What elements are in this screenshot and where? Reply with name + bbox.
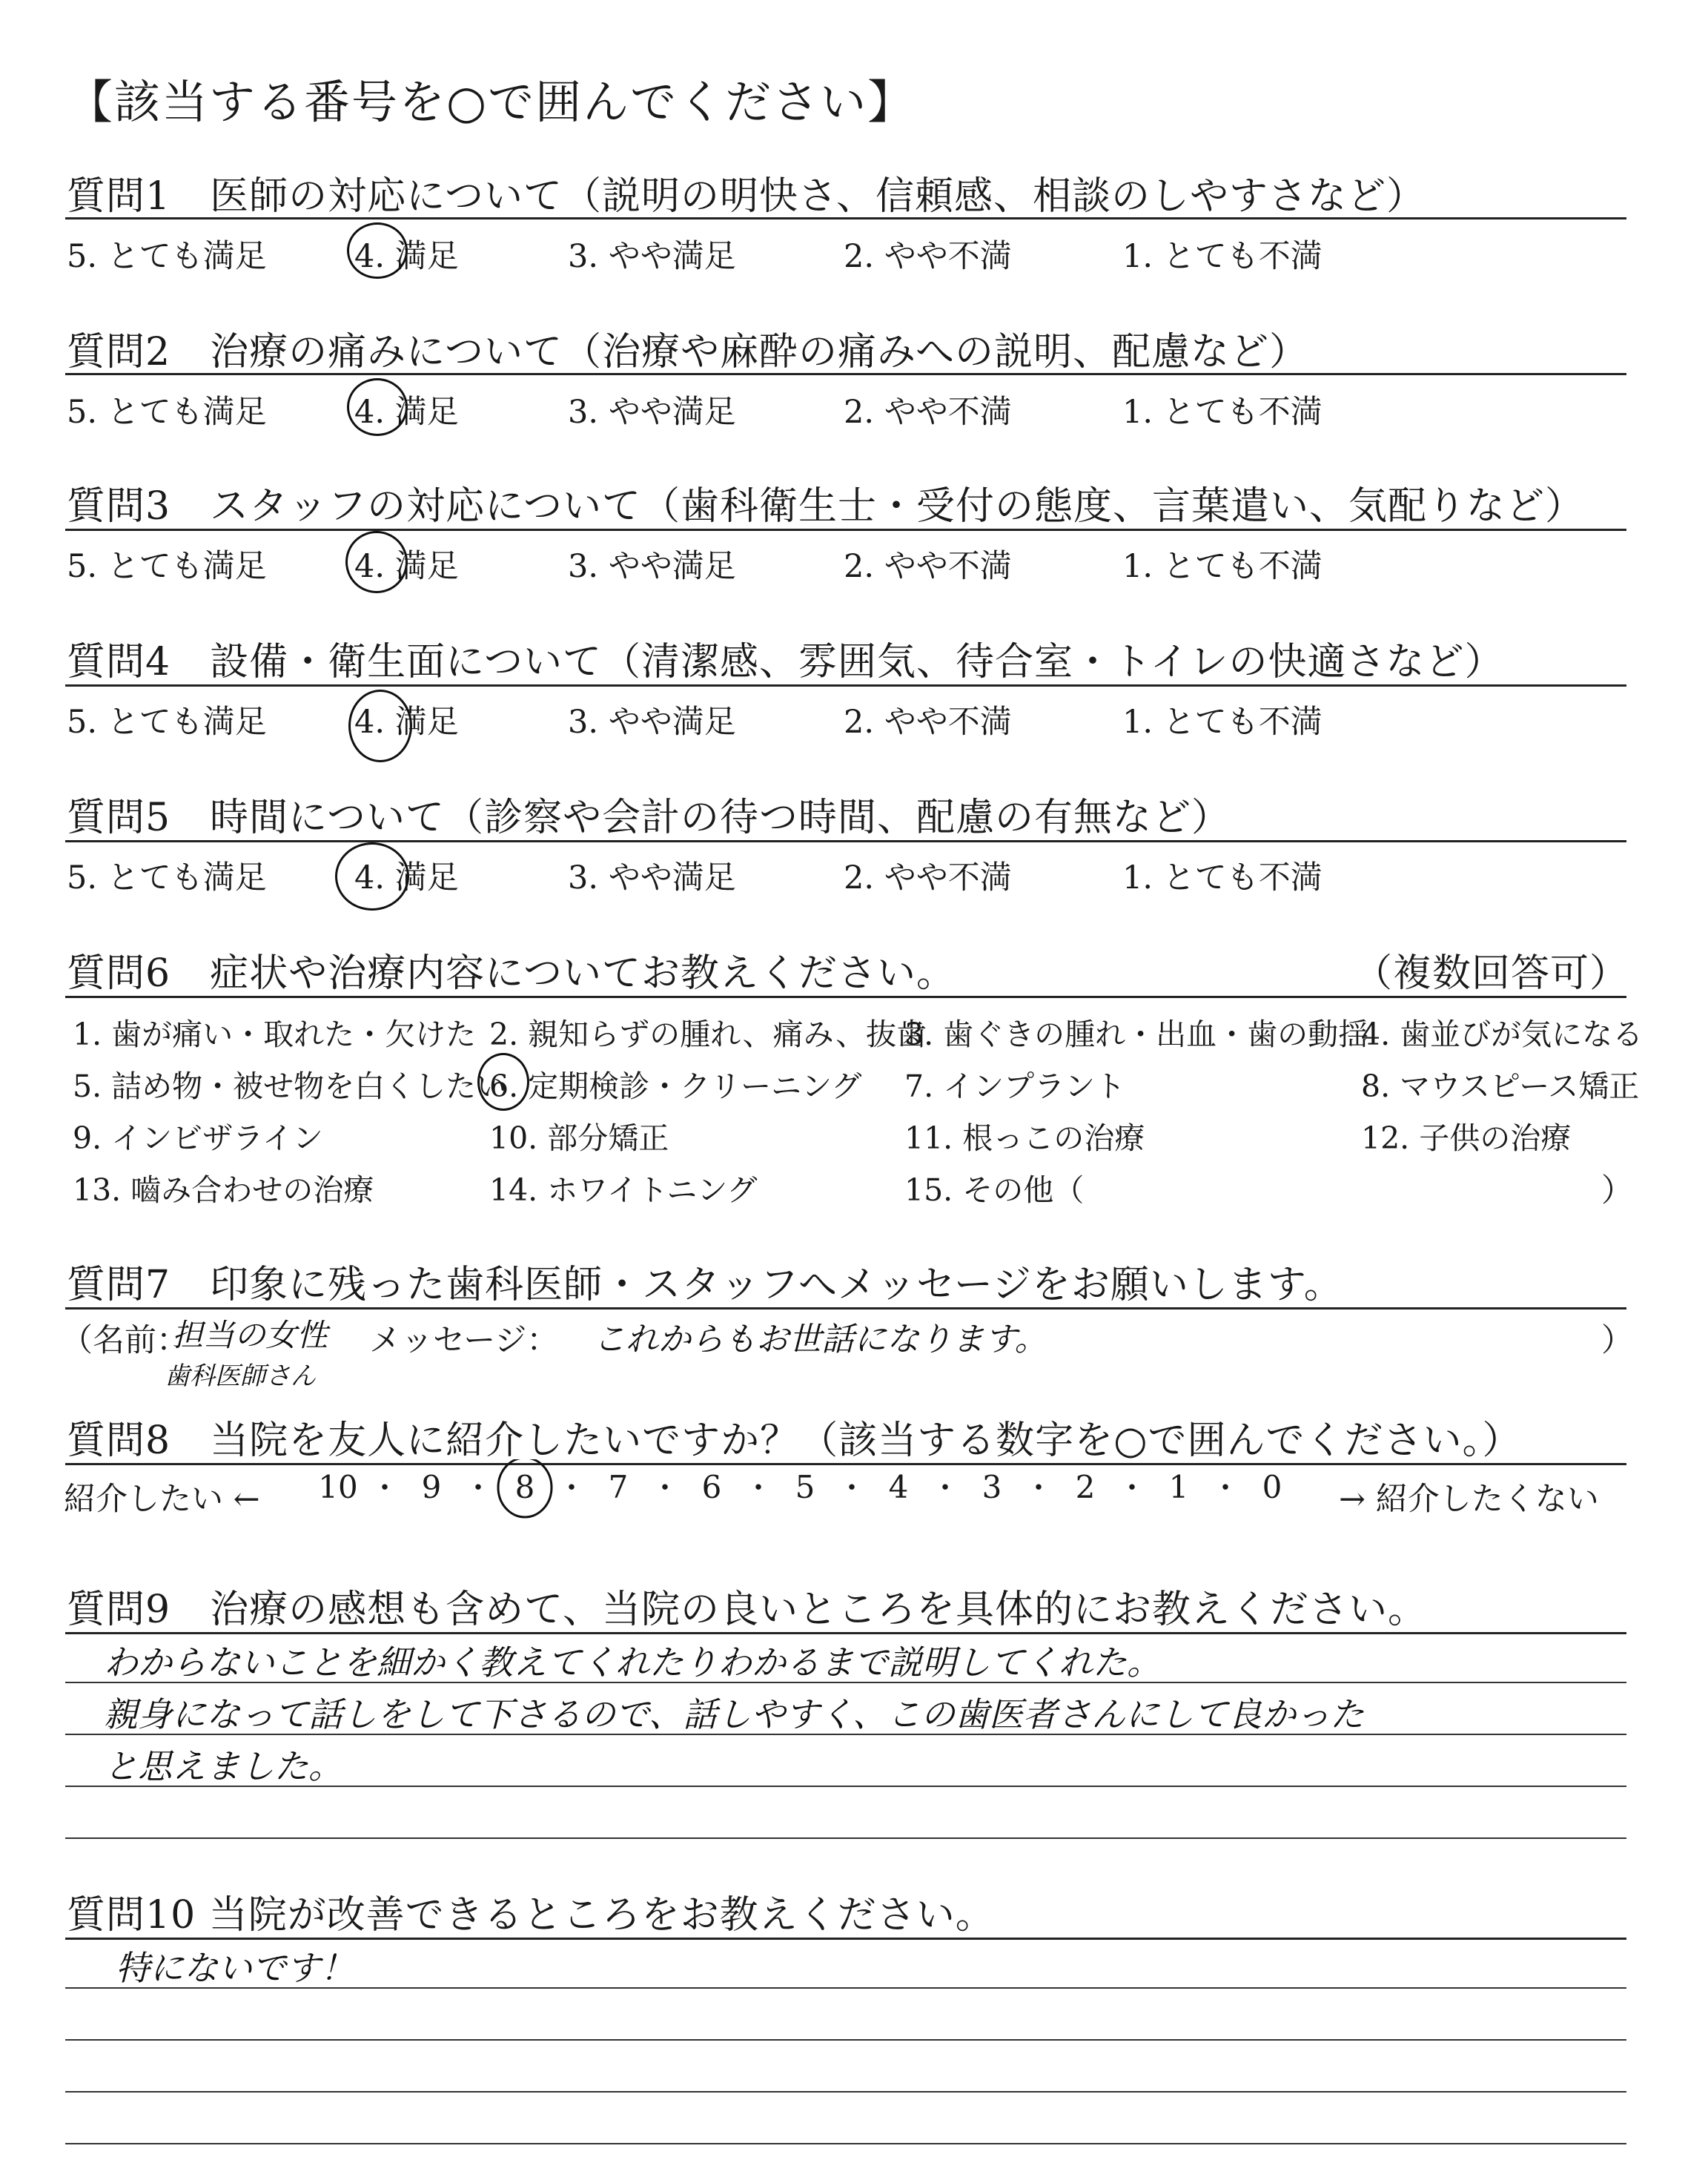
q8-scale-value-0[interactable]: 0	[1262, 1469, 1282, 1505]
q2-title: 質問2 治療の痛みについて（治療や麻酔の痛みへの説明、配慮など）	[67, 330, 1309, 374]
q6-option-11[interactable]: 11. 根っこの治療	[904, 1120, 1145, 1156]
q3-option-3[interactable]: 3. やや満足	[568, 548, 736, 585]
form-instruction-header: 【該当する番号を○で囲んでください】	[67, 75, 916, 129]
q6-option-7[interactable]: 7. インプラント	[904, 1069, 1126, 1104]
q2-option-4[interactable]: 4. 満足	[354, 394, 459, 431]
q2-selection-circle	[347, 378, 408, 436]
q8-scale-separator: ・	[463, 1471, 493, 1505]
q3-selection-circle	[345, 531, 408, 593]
q10-title: 質問10 当院が改善できるところをお教えください。	[67, 1893, 995, 1938]
q5-title: 質問5 時間について（診察や会計の待つ時間、配慮の有無など）	[67, 796, 1231, 840]
q6-option-2[interactable]: 2. 親知らずの腫れ、痛み、抜歯	[489, 1017, 927, 1052]
q8-scale	[0, 1459, 1708, 1533]
q8-right-label: → 紹介したくない	[1339, 1481, 1599, 1518]
q4-option-1[interactable]: 1. とても不満	[1122, 704, 1323, 741]
q8-scale-value-2[interactable]: 2	[1075, 1469, 1096, 1505]
q6-multiple-answer-note: （複数回答可）	[1354, 951, 1629, 996]
q8-scale-separator: ・	[650, 1471, 680, 1505]
q4-divider	[65, 684, 1626, 687]
q2-divider	[65, 373, 1626, 375]
q8-scale-value-1[interactable]: 1	[1168, 1469, 1189, 1505]
q6-divider	[65, 996, 1626, 998]
q9-answer-handwritten-1[interactable]: わからないことを細かく教えてくれたりわかるまで説明してくれた。	[104, 1642, 1161, 1682]
q5-option-2[interactable]: 2. やや不満	[844, 859, 1012, 896]
q4-option-4[interactable]: 4. 満足	[354, 704, 459, 741]
q6-selection-circle	[477, 1053, 529, 1111]
q6-option-10[interactable]: 10. 部分矯正	[489, 1120, 669, 1156]
q1-option-3[interactable]: 3. やや満足	[568, 238, 736, 275]
q5-selection-circle	[335, 842, 409, 911]
q5-option-4[interactable]: 4. 満足	[354, 859, 459, 896]
q4-option-3[interactable]: 3. やや満足	[568, 704, 736, 741]
q7-close-paren: ）	[1601, 1322, 1633, 1359]
q10-answer-line-2	[65, 2039, 1626, 2041]
q6-option-12[interactable]: 12. 子供の治療	[1361, 1120, 1572, 1156]
q7-name-handwritten-line1[interactable]: 担当の女性	[172, 1317, 328, 1353]
q1-option-1[interactable]: 1. とても不満	[1122, 238, 1323, 275]
q1-divider	[65, 217, 1626, 219]
q5-option-5[interactable]: 5. とても満足	[67, 859, 267, 896]
q6-option-14[interactable]: 14. ホワイトニング	[489, 1172, 758, 1208]
q9-answer-line-4	[65, 1837, 1626, 1839]
q7-message-handwritten[interactable]: これからもお世話になります。	[593, 1321, 1047, 1358]
q2-option-2[interactable]: 2. やや不満	[844, 394, 1012, 431]
q7-title: 質問7 印象に残った歯科医師・スタッフへメッセージをお願いします。	[67, 1263, 1343, 1307]
q2-option-5[interactable]: 5. とても満足	[67, 394, 267, 431]
q8-scale-value-3[interactable]: 3	[982, 1469, 1002, 1505]
q10-divider	[65, 1938, 1626, 1940]
q6-title: 質問6 症状や治療内容についてお教えください。	[67, 951, 956, 996]
q8-scale-value-9[interactable]: 9	[421, 1469, 442, 1505]
q9-title: 質問9 治療の感想も含めて、当院の良いところを具体的にお教えください。	[67, 1588, 1428, 1632]
q8-title: 質問8 当院を友人に紹介したいですか？（該当する数字を○で囲んでください。）	[67, 1418, 1522, 1463]
q6-option-13[interactable]: 13. 嚙み合わせの治療	[73, 1172, 374, 1208]
q8-scale-separator: ・	[1117, 1471, 1147, 1505]
q8-scale-separator: ・	[557, 1471, 586, 1505]
q8-scale-value-8[interactable]: 8	[514, 1469, 535, 1505]
q10-answer-line-3	[65, 2091, 1626, 2093]
q8-scale-separator: ・	[744, 1471, 773, 1505]
q8-scale-separator: ・	[1211, 1471, 1240, 1505]
q8-scale-value-7[interactable]: 7	[608, 1469, 629, 1505]
q6-option-9[interactable]: 9. インビザライン	[73, 1120, 323, 1156]
q1-option-5[interactable]: 5. とても満足	[67, 238, 267, 275]
q8-scale-value-4[interactable]: 4	[888, 1469, 909, 1505]
q8-scale-separator: ・	[370, 1471, 400, 1505]
q9-answer-handwritten-3[interactable]: と思えました。	[104, 1746, 342, 1786]
q5-option-1[interactable]: 1. とても不満	[1122, 859, 1323, 896]
q7-divider	[65, 1307, 1626, 1309]
q3-title: 質問3 スタッフの対応について（歯科衛生士・受付の態度、言葉遣い、気配りなど）	[67, 484, 1585, 529]
q1-selection-circle	[347, 222, 408, 279]
q7-name-handwritten-line2[interactable]: 歯科医師さん	[165, 1361, 316, 1391]
q4-option-2[interactable]: 2. やや不満	[844, 704, 1012, 741]
q4-title: 質問4 設備・衛生面について（清潔感、雰囲気、待合室・トイレの快適さなど）	[67, 640, 1504, 684]
q4-selection-circle	[348, 690, 412, 762]
q3-option-1[interactable]: 1. とても不満	[1122, 548, 1323, 585]
q6-option-4[interactable]: 4. 歯並びが気になる	[1361, 1017, 1644, 1052]
q10-answer-line-4	[65, 2143, 1626, 2144]
q8-scale-separator: ・	[837, 1471, 867, 1505]
q6-option-3[interactable]: 3. 歯ぐきの腫れ・出血・歯の動揺	[904, 1017, 1369, 1052]
q8-scale-value-6[interactable]: 6	[701, 1469, 722, 1505]
q3-option-5[interactable]: 5. とても満足	[67, 548, 267, 585]
q8-scale-value-10[interactable]: 10	[318, 1469, 358, 1505]
q6-other-close-paren: ）	[1601, 1172, 1633, 1209]
q7-message-label: メッセージ：	[369, 1322, 559, 1359]
q8-left-label: 紹介したい ←	[64, 1481, 260, 1518]
q8-scale-separator: ・	[1024, 1471, 1053, 1505]
q6-option-6[interactable]: 6. 定期検診・クリーニング	[489, 1069, 862, 1104]
q9-divider	[65, 1632, 1626, 1634]
q9-answer-handwritten-2[interactable]: 親身になって話しをして下さるので、話しやすく、この歯医者さんにして良かった	[104, 1694, 1365, 1734]
q8-scale-separator: ・	[930, 1471, 960, 1505]
q6-option-15[interactable]: 15. その他（	[904, 1172, 1085, 1208]
q2-option-3[interactable]: 3. やや満足	[568, 394, 736, 431]
q8-scale-value-5[interactable]: 5	[795, 1469, 815, 1505]
q3-option-4[interactable]: 4. 満足	[354, 548, 459, 585]
q5-divider	[65, 840, 1626, 842]
q1-title: 質問1 医師の対応について（説明の明快さ、信頼感、相談のしやすさなど）	[67, 174, 1426, 219]
q1-option-2[interactable]: 2. やや不満	[844, 238, 1012, 275]
q6-option-8[interactable]: 8. マウスピース矯正	[1361, 1069, 1640, 1104]
q10-answer-handwritten[interactable]: 特にないです！	[116, 1948, 354, 1988]
q6-option-1[interactable]: 1. 歯が痛い・取れた・欠けた	[73, 1017, 477, 1052]
q5-option-3[interactable]: 3. やや満足	[568, 859, 736, 896]
q4-option-5[interactable]: 5. とても満足	[67, 704, 267, 741]
q3-option-2[interactable]: 2. やや不満	[844, 548, 1012, 585]
q7-name-label: （名前：	[61, 1322, 188, 1359]
q6-option-5[interactable]: 5. 詰め物・被せ物を白くしたい	[73, 1069, 507, 1104]
q3-divider	[65, 529, 1626, 531]
q1-option-4[interactable]: 4. 満足	[354, 238, 459, 275]
q2-option-1[interactable]: 1. とても不満	[1122, 394, 1323, 431]
